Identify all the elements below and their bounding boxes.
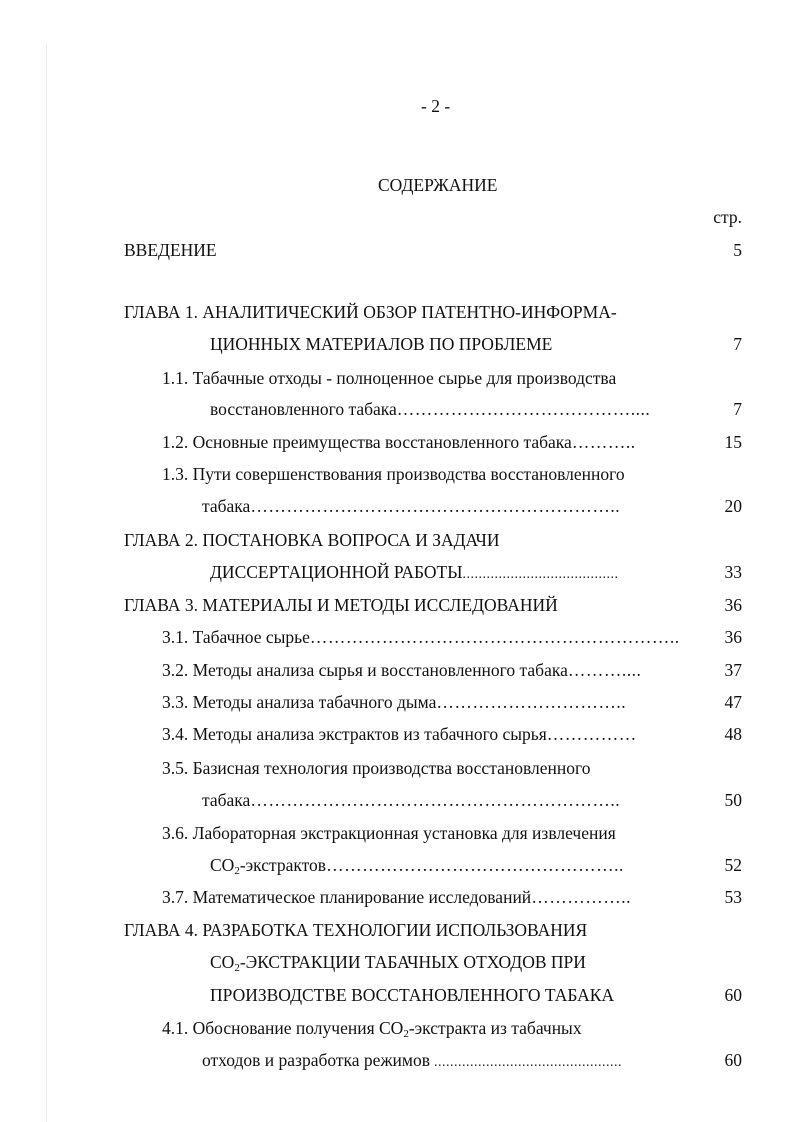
toc-entry-1-3-text: табака xyxy=(202,496,251,516)
toc-entry-3-1[interactable] xyxy=(162,626,680,648)
toc-entry-1-1-cont[interactable] xyxy=(210,398,650,420)
dot-leader: ……….. xyxy=(571,432,636,452)
toc-entry-4-1-text-c: отходов и разработка режимов xyxy=(202,1050,430,1070)
toc-entry-chapter-1-cont[interactable]: ЦИОННЫХ МАТЕРИАЛОВ ПО ПРОБЛЕМЕ xyxy=(210,334,553,354)
toc-page-3-1: 36 xyxy=(724,627,742,647)
dot-leader: …………………………………………………….. xyxy=(309,627,680,647)
page-title: СОДЕРЖАНИЕ xyxy=(378,175,498,195)
toc-entry-4-1[interactable] xyxy=(162,1017,582,1039)
toc-entry-3-5-text: табака xyxy=(202,790,251,810)
toc-entry-3-2[interactable] xyxy=(162,659,641,681)
toc-entry-3-6-text: -экстрактов xyxy=(239,855,327,875)
toc-entry-chapter-4-text: -ЭКСТРАКЦИИ ТАБАЧНЫХ ОТХОДОВ ПРИ xyxy=(239,952,586,972)
dot-leader: …………….. xyxy=(531,887,631,907)
toc-entry-4-1-cont[interactable] xyxy=(202,1049,622,1074)
toc-page-introduction: 5 xyxy=(733,240,742,260)
toc-entry-3-6[interactable]: 3.6. Лабораторная экстракционная установка для извлечения xyxy=(162,823,616,843)
toc-entry-chapter-1[interactable]: ГЛАВА 1. АНАЛИТИЧЕСКИЙ ОБЗОР ПАТЕНТНО-ИНФОРМА- xyxy=(124,302,617,322)
toc-page-1-3: 20 xyxy=(724,496,742,516)
toc-page-1-2: 15 xyxy=(724,432,742,452)
dot-leader: ……….... xyxy=(567,660,642,680)
toc-entry-3-3[interactable] xyxy=(162,691,626,713)
toc-entry-chapter-2-cont[interactable] xyxy=(210,561,619,586)
toc-page-1-1: 7 xyxy=(733,399,742,419)
toc-entry-3-5-cont[interactable] xyxy=(202,789,620,811)
dot-leader: ………………………….. xyxy=(436,692,627,712)
toc-entry-4-1-text-b: -экстракта из табачных xyxy=(408,1018,582,1038)
toc-entry-1-3[interactable]: 1.3. Пути совершенствования производства восстановленного xyxy=(162,464,625,484)
toc-entry-3-1-text: 3.1. Табачное сырье xyxy=(162,627,310,647)
dot-leader: ....................................... xyxy=(462,567,619,582)
toc-entry-chapter-3[interactable]: ГЛАВА 3. МАТЕРИАЛЫ И МЕТОДЫ ИССЛЕДОВАНИЙ xyxy=(124,595,558,615)
toc-page-3-6: 52 xyxy=(724,855,742,875)
page-number: - 2 - xyxy=(421,96,451,116)
toc-page-3-4: 48 xyxy=(724,724,742,744)
toc-entry-3-6-cont[interactable] xyxy=(210,854,624,876)
co2-formula: $CO_2$ xyxy=(379,1018,409,1040)
dot-leader: …………… xyxy=(546,724,637,744)
toc-entry-chapter-4[interactable]: ГЛАВА 4. РАЗРАБОТКА ТЕХНОЛОГИИ ИСПОЛЬЗОВАНИЯ xyxy=(124,920,588,940)
toc-entry-chapter-4-cont[interactable] xyxy=(210,951,586,973)
page-edge xyxy=(46,44,47,1122)
dot-leader: ………………………………………….. xyxy=(326,855,624,875)
toc-entry-3-5[interactable]: 3.5. Базисная технология производства восстановленного xyxy=(162,758,591,778)
toc-page-chapter-2: 33 xyxy=(724,562,742,582)
toc-page-3-2: 37 xyxy=(724,660,742,680)
dot-leader: …………………………………………………….. xyxy=(250,496,621,516)
toc-entry-3-4[interactable] xyxy=(162,723,637,745)
toc-entry-3-2-text: 3.2. Методы анализа сырья и восстановленного табака xyxy=(162,660,568,680)
dot-leader: ............................................... xyxy=(430,1055,622,1070)
toc-page-4-1: 60 xyxy=(724,1050,742,1070)
toc-entry-1-1-text: восстановленного табака xyxy=(210,399,397,419)
toc-entry-chapter-2-text: ДИССЕРТАЦИОННОЙ РАБОТЫ xyxy=(210,562,463,582)
dot-leader: …………………………………………………….. xyxy=(250,790,621,810)
toc-page-3-5: 50 xyxy=(724,790,742,810)
toc-entry-1-1[interactable]: 1.1. Табачные отходы - полноценное сырье для производства xyxy=(162,368,617,388)
toc-page-3-3: 47 xyxy=(724,692,742,712)
page-column-header: стр. xyxy=(713,207,742,227)
toc-entry-3-7[interactable] xyxy=(162,886,631,908)
toc-entry-1-2-text: 1.2. Основные преимущества восстановленного табака xyxy=(162,432,572,452)
toc-entry-4-1-text: 4.1. Обоснование получения xyxy=(162,1018,375,1038)
toc-entry-1-3-cont[interactable] xyxy=(202,495,620,517)
toc-entry-chapter-2[interactable]: ГЛАВА 2. ПОСТАНОВКА ВОПРОСА И ЗАДАЧИ xyxy=(124,530,500,550)
toc-entry-3-4-text: 3.4. Методы анализа экстрактов из табачного сырья xyxy=(162,724,547,744)
toc-entry-chapter-4-cont2[interactable]: ПРОИЗВОДСТВЕ ВОССТАНОВЛЕННОГО ТАБАКА xyxy=(210,985,615,1005)
toc-page-chapter-1: 7 xyxy=(733,334,742,354)
toc-page-3-7: 53 xyxy=(724,887,742,907)
toc-page-chapter-4: 60 xyxy=(724,985,742,1005)
toc-entry-3-7-text: 3.7. Математическое планирование исследований xyxy=(162,887,532,907)
dot-leader: ………………………………….... xyxy=(396,399,651,419)
toc-entry-3-3-text: 3.3. Методы анализа табачного дыма xyxy=(162,692,437,712)
toc-entry-1-2[interactable] xyxy=(162,431,636,453)
co2-formula: $CO_2$ xyxy=(210,952,240,974)
toc-entry-introduction[interactable]: ВВЕДЕНИЕ xyxy=(124,240,217,260)
co2-formula: $CO_2$ xyxy=(210,855,240,877)
toc-page-chapter-3: 36 xyxy=(724,595,742,615)
